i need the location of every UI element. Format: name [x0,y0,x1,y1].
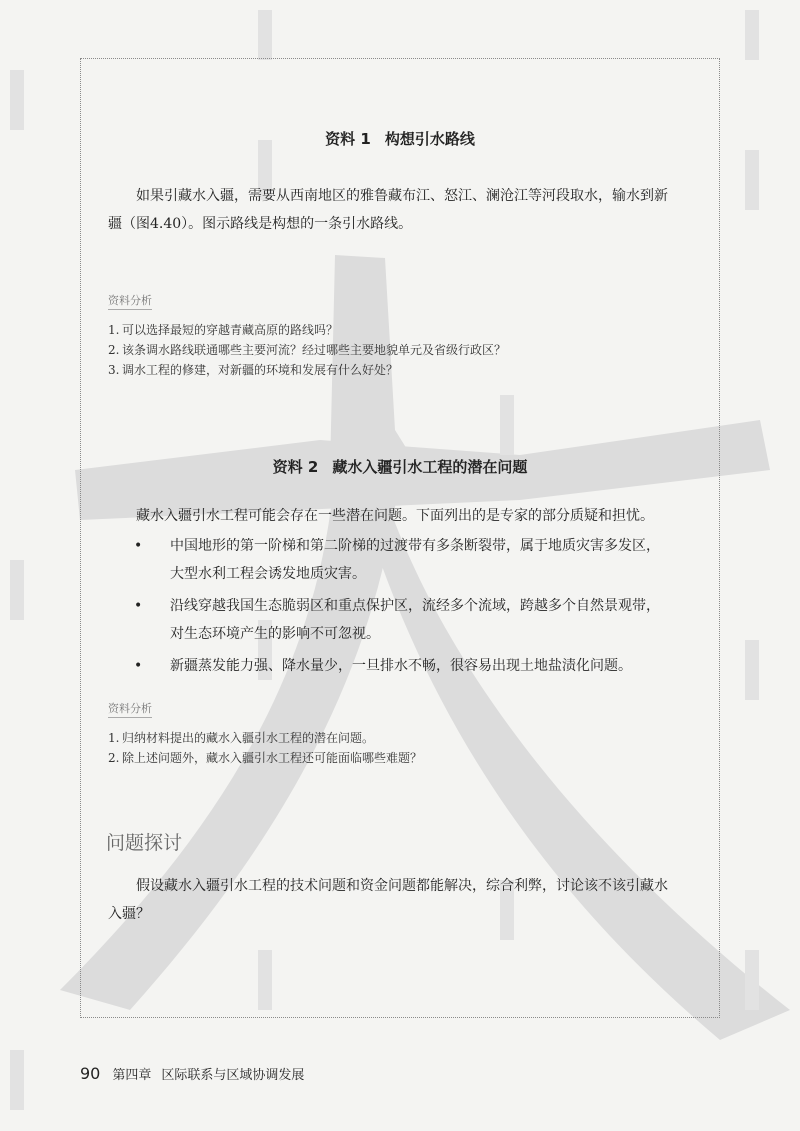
section2-bullet-list [134,532,664,684]
list-item: 1. 可以选择最短的穿越青藏高原的路线吗？ [108,323,339,337]
list-item: 2. 该条调水路线联通哪些主要河流？经过哪些主要地貌单元及省级行政区？ [108,343,507,357]
section2-title: 藏水入疆引水工程的潜在问题 [332,458,528,476]
page-number: 90 [80,1064,101,1083]
section2-analysis-label: 资料分析 [108,700,152,718]
section2-heading [80,456,720,477]
list-item: • 新疆蒸发能力强、降水量少，一旦排水不畅，很容易出现土地盐渍化问题。 [134,658,632,674]
chapter-number: 第四章 [112,1068,152,1083]
section1-number: 资料 1 [325,130,371,148]
discussion-title: 问题探讨 [106,832,183,854]
chapter-title: 区际联系与区域协调发展 [161,1068,305,1083]
section2-intro: 藏水入疆引水工程可能会存在一些潜在问题。下面列出的是专家的部分质疑和担忧。 [136,508,654,524]
section1-title: 构想引水路线 [384,130,475,148]
list-item: 1. 归纳材料提出的藏水入疆引水工程的潜在问题。 [108,731,375,745]
list-item: • 沿线穿越我国生态脆弱区和重点保护区，流经多个流域，跨越多个自然景观带，对生态环境产生的影响不可忽视。 [134,598,660,642]
section2-number: 资料 2 [272,458,319,476]
list-item: 2. 除上述问题外，藏水入疆引水工程还可能面临哪些难题？ [108,751,423,765]
section2-question-list [108,728,668,768]
list-item: • 中国地形的第一阶梯和第二阶梯的过渡带有多条断裂带，属于地质灾害多发区，大型水利工程会诱发地质灾害。 [134,538,660,582]
list-item: 3. 调水工程的修建，对新疆的环境和发展有什么好处？ [108,363,399,377]
section1-question-list [108,320,668,380]
section1-paragraph: 如果引藏水入疆，需要从西南地区的雅鲁藏布江、怒江、澜沧江等河段取水，输水到新疆（图4.40）。图示路线是构想的一条引水路线。 [108,188,668,232]
page-footer [80,1064,304,1083]
section1-analysis-label: 资料分析 [108,292,152,310]
section1-heading [80,128,720,149]
discussion-paragraph: 假设藏水入疆引水工程的技术问题和资金问题都能解决，综合利弊，讨论该不该引藏水入疆？ [108,878,668,922]
